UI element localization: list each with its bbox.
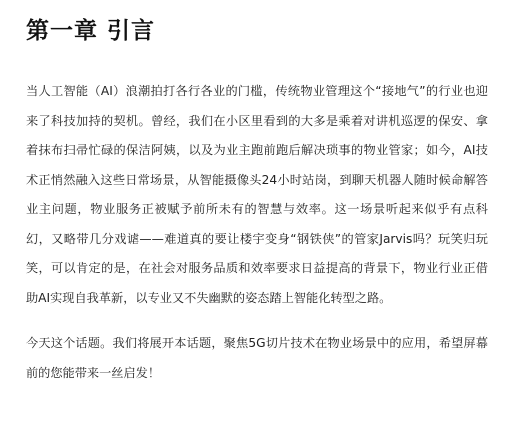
- chapter-title: 第一章 引言: [26, 18, 156, 44]
- topic-paragraph: 今天这个话题。我们将展开本话题，聚焦5G切片技术在物业场景中的应用，希望屏幕前的您能带来一丝启发！: [26, 336, 488, 380]
- intro-paragraph: 当人工智能（AI）浪潮拍打各行各业的门槛，传统物业管理这个“接地气”的行业也迎来了科技加持的契机。曾经，我们在小区里看到的大多是乘着对讲机巡逻的保安、拿着抹布扫帚忙碌的保洁阿姨，以及为业主跑前跑后解决琐事的物业管家；如今，AI技术正悄然融入这些日常场景，从智能摄像头24小时站岗，到聊天机器人随时候命解答业主问题，物业服务正被赋予前所未有的智慧与效率。这一场景听起来似乎有点科幻，又略带几分戏谑——难道真的要让楼宇变身“钢铁侠”的管家Jarvis吗？玩笑归玩笑，可以肯定的是，在社会对服务品质和效率要求日益提高的背景下，物业行业正借助AI实现自我革新，以专业又不失幽默的姿态踏上智能化转型之路。: [26, 84, 488, 305]
